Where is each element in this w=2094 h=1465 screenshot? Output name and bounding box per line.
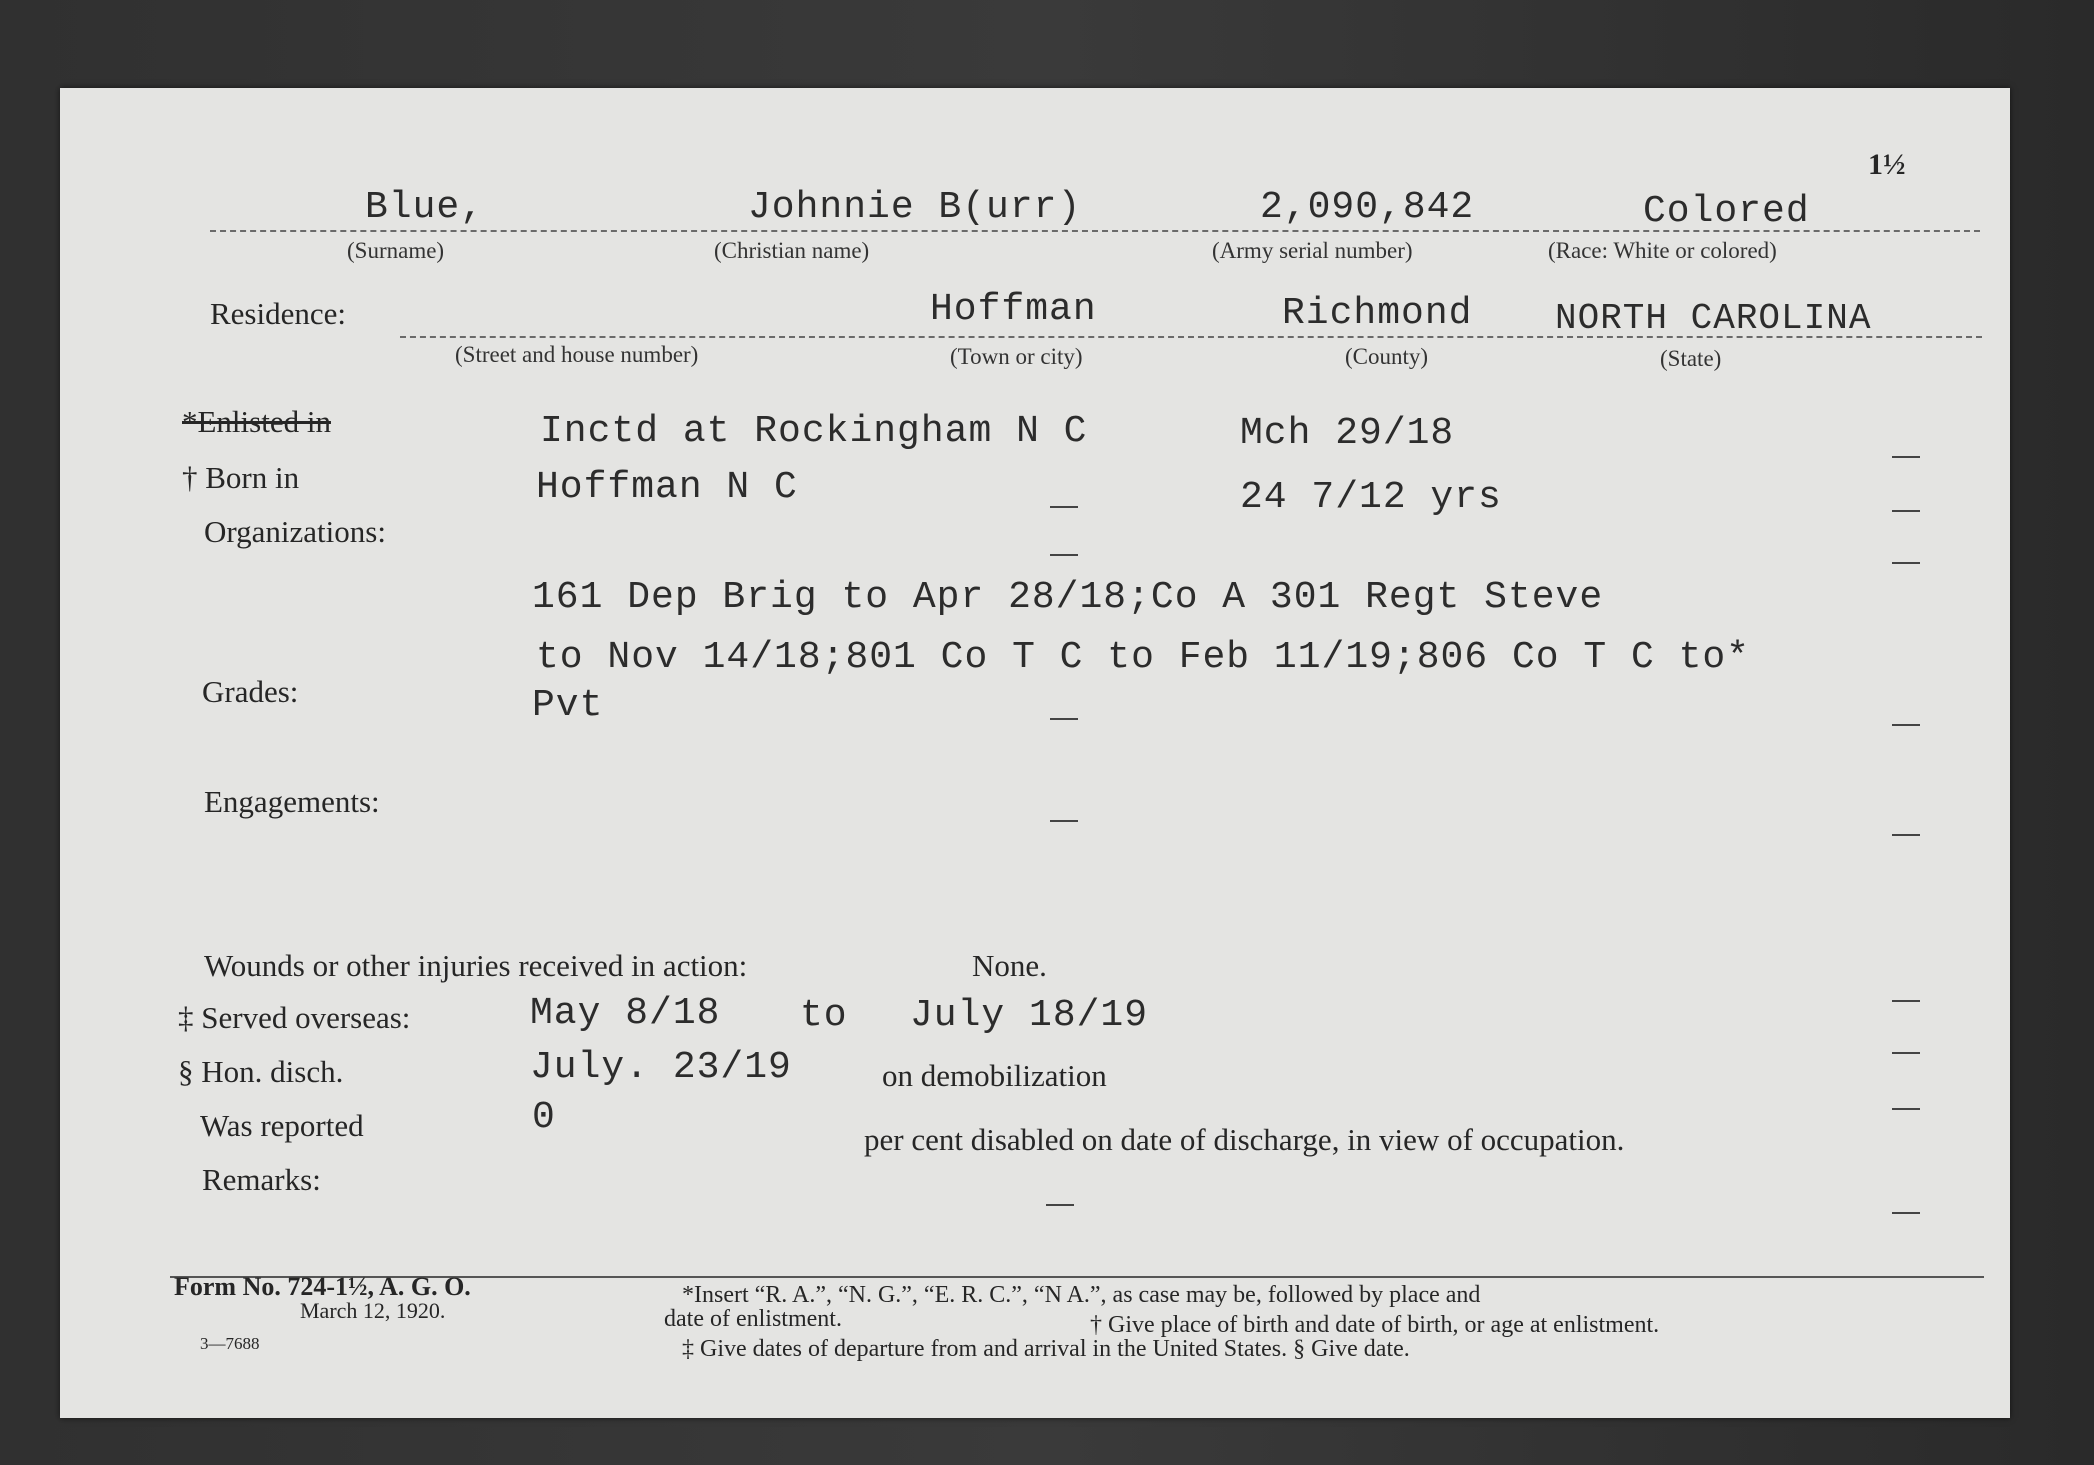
race-caption: (Race: White or colored) — [1548, 238, 1777, 263]
enlisted-place: Inctd at Rockingham N C — [540, 410, 1088, 453]
footnote-overseas: ‡ Give dates of departure from and arrival in the United States. § Give date. — [682, 1336, 1410, 1362]
organizations-line-1: 161 Dep Brig to Apr 28/18;Co A 301 Regt Steve — [532, 576, 1604, 619]
born-label: † Born in — [182, 460, 300, 495]
form-code: 3—7688 — [200, 1334, 260, 1353]
street-caption: (Street and house number) — [455, 342, 699, 367]
overseas-from-date: May 8/18 — [530, 992, 721, 1035]
dash-mark — [1892, 1000, 1920, 1002]
serial-number-value: 2,090,842 — [1260, 186, 1475, 229]
discharge-reason: on demobilization — [882, 1058, 1107, 1093]
was-reported-label: Was reported — [200, 1108, 364, 1143]
dash-mark — [1050, 554, 1078, 556]
born-age: 24 7/12 yrs — [1240, 476, 1502, 519]
form-number: Form No. 724-1½, A. G. O. — [174, 1272, 471, 1301]
christian-name-value: Johnnie B(urr) — [748, 186, 1082, 229]
dash-mark — [1050, 506, 1078, 508]
surname-caption: (Surname) — [347, 238, 445, 263]
residence-town: Hoffman — [930, 288, 1097, 331]
form-date: March 12, 1920. — [300, 1298, 446, 1323]
county-caption: (County) — [1345, 344, 1429, 369]
overseas-to-word: to — [800, 994, 848, 1037]
overseas-to-date: July 18/19 — [910, 994, 1149, 1037]
dash-mark — [1046, 1204, 1074, 1206]
dash-mark — [1892, 834, 1920, 836]
footnote-enlistment: *Insert “R. A.”, “N. G.”, “E. R. C.”, “N A.”, as case may be, followed by place and — [682, 1282, 1481, 1308]
dash-mark — [1892, 562, 1920, 564]
christian-name-caption: (Christian name) — [714, 238, 870, 263]
footnote-birth: † Give place of birth and date of birth, or age at enlistment. — [1090, 1312, 1660, 1338]
hon-disch-label: § Hon. disch. — [178, 1054, 344, 1089]
residence-label: Residence: — [210, 296, 347, 331]
disabled-statement: per cent disabled on date of discharge, in view of occupation. — [864, 1122, 1625, 1157]
served-overseas-label: ‡ Served overseas: — [178, 1000, 411, 1035]
town-caption: (Town or city) — [950, 344, 1083, 369]
wounds-label: Wounds or other injuries received in action: — [204, 948, 748, 983]
dash-mark — [1050, 820, 1078, 822]
dash-mark — [1892, 456, 1920, 458]
dash-mark — [1050, 718, 1078, 720]
surname-value: Blue, — [365, 186, 485, 229]
born-place: Hoffman N C — [536, 466, 798, 509]
grades-value: Pvt — [532, 684, 604, 727]
service-record-card — [60, 88, 2010, 1418]
dash-mark — [1892, 1052, 1920, 1054]
dash-mark — [1892, 510, 1920, 512]
disabled-percent: 0 — [532, 1096, 556, 1139]
remarks-label: Remarks: — [202, 1162, 321, 1197]
enlisted-date: Mch 29/18 — [1240, 412, 1455, 455]
race-value: Colored — [1643, 190, 1810, 233]
residence-county: Richmond — [1282, 292, 1473, 335]
state-caption: (State) — [1660, 346, 1722, 371]
enlisted-label: *Enlisted in — [182, 404, 331, 439]
organizations-line-2: to Nov 14/18;801 Co T C to Feb 11/19;806 Co T C to* — [536, 636, 1750, 679]
engagements-label: Engagements: — [204, 784, 380, 819]
wounds-value: None. — [972, 948, 1047, 983]
residence-state: NORTH CAROLINA — [1555, 298, 1872, 339]
serial-number-caption: (Army serial number) — [1212, 238, 1413, 263]
dash-mark — [1892, 1108, 1920, 1110]
card-number: 1½ — [1868, 148, 1906, 181]
discharge-date: July. 23/19 — [530, 1046, 792, 1089]
dash-mark — [1892, 724, 1920, 726]
footnote-enlistment-cont: date of enlistment. — [664, 1306, 842, 1332]
grades-label: Grades: — [202, 674, 299, 709]
organizations-label: Organizations: — [204, 514, 386, 549]
dash-mark — [1892, 1212, 1920, 1214]
